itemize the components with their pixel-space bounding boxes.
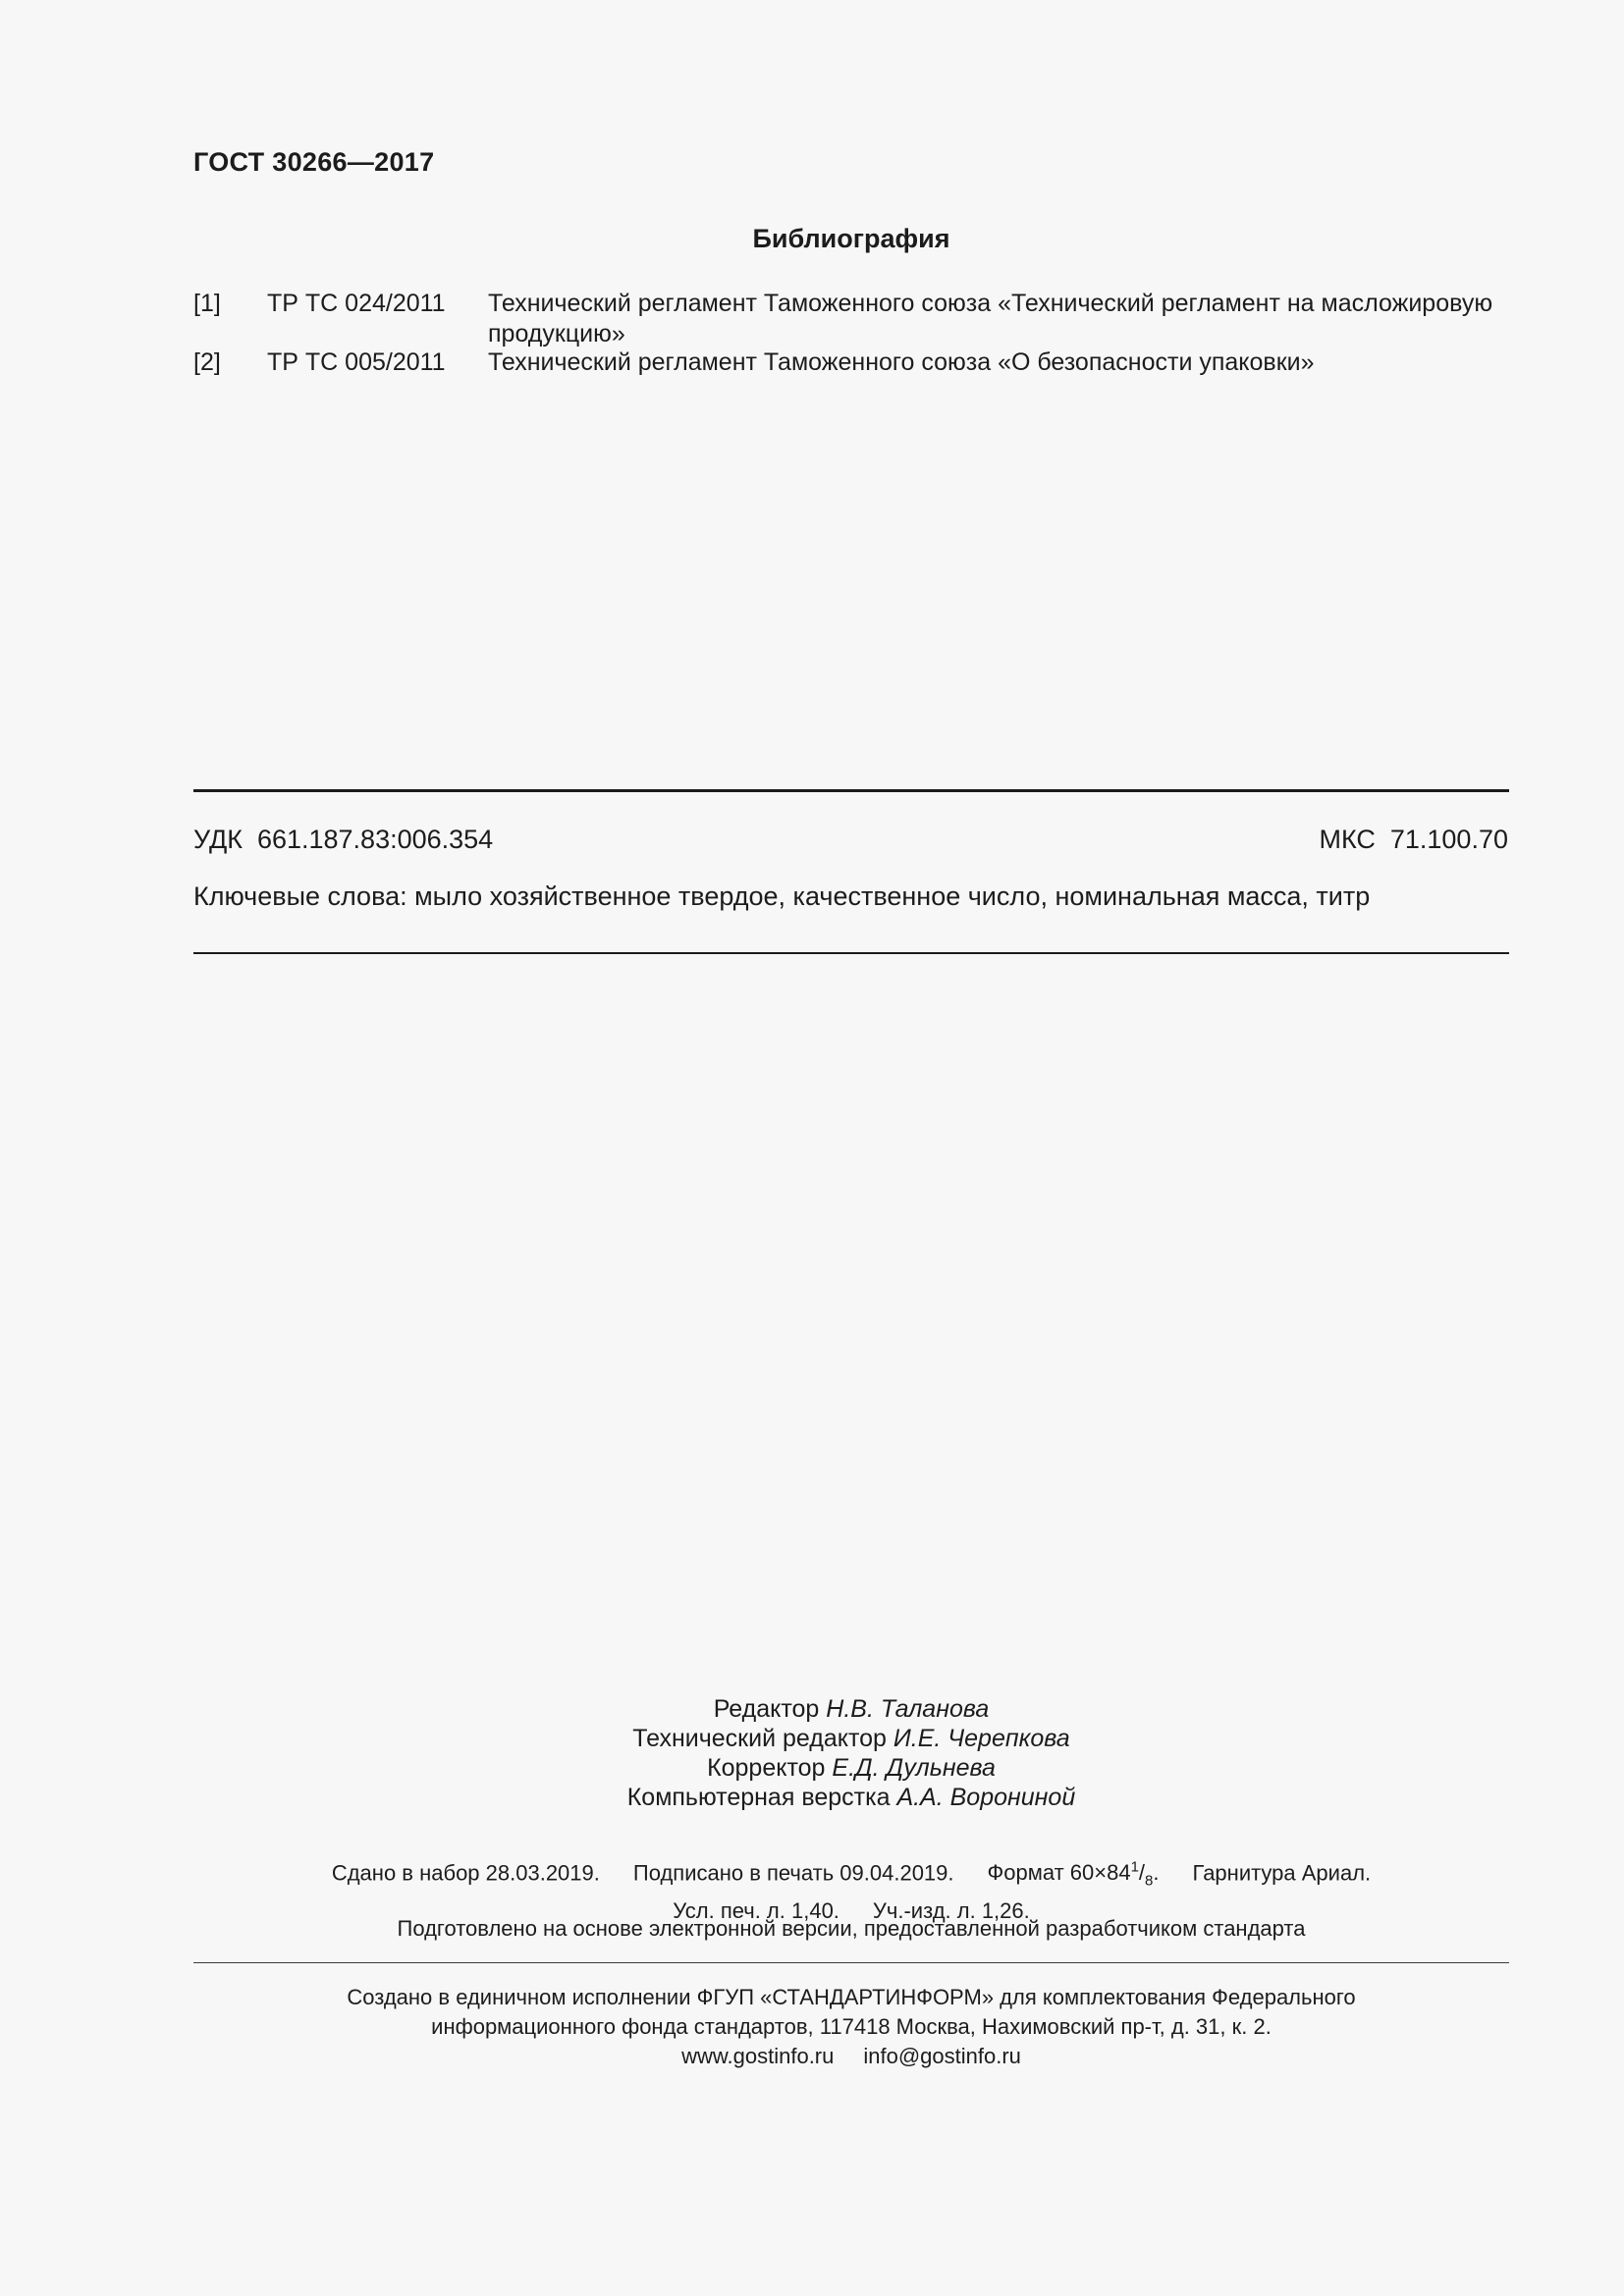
- prepared-note: Подготовлено на основе электронной версии, предоставленной разработчиком стандарта: [397, 1916, 1306, 1941]
- footer-line-2: информационного фонда стандартов, 117418 Москва, Нахимовский пр-т, д. 31, к. 2.: [431, 2014, 1272, 2039]
- email-link[interactable]: info@gostinfo.ru: [863, 2044, 1021, 2068]
- credit-name: И.Е. Черепкова: [893, 1725, 1070, 1752]
- divider-bottom: [193, 952, 1509, 954]
- credit-name: А.А. Ворониной: [896, 1784, 1076, 1811]
- credits-block: [193, 1694, 1509, 1812]
- publisher-sheets: Уч.-изд. л. 1,26.: [872, 1897, 1030, 1923]
- document-code: ГОСТ 30266—2017: [193, 147, 435, 177]
- credit-corrector: [193, 1753, 1509, 1783]
- credit-name: Е.Д. Дульнева: [832, 1754, 996, 1782]
- credit-role: Редактор: [713, 1695, 820, 1723]
- entry-text: Технический регламент Таможенного союза «Технический регламент на масложировую продукцию»: [488, 290, 1493, 347]
- credit-role: Технический редактор: [632, 1725, 887, 1752]
- signed-date: Подписано в печать 09.04.2019.: [632, 1860, 954, 1886]
- mks-code: МКС 71.100.70: [1319, 825, 1508, 854]
- submitted-date: Сдано в набор 28.03.2019.: [331, 1860, 600, 1886]
- footer-line-1: Создано в единичном исполнении ФГУП «СТАНДАРТИНФОРМ» для комплектования Федерального: [347, 1985, 1356, 2009]
- footer-block: [193, 1983, 1509, 2071]
- entry-code: ТР ТС 005/2011: [267, 348, 446, 376]
- divider-footer: [193, 1962, 1509, 1963]
- bibliography-title: Библиография: [752, 224, 950, 253]
- credit-layout: [193, 1783, 1509, 1812]
- format-info: Формат $60\times 84^1/_8$.: [987, 1859, 1160, 1890]
- credit-name: Н.В. Таланова: [826, 1695, 990, 1723]
- entry-text: Технический регламент Таможенного союза «О безопасности упаковки»: [488, 348, 1315, 376]
- credit-tech-editor: [193, 1724, 1509, 1753]
- credit-role: Компьютерная верстка: [626, 1784, 891, 1811]
- divider-top: [193, 789, 1509, 792]
- footer-contacts: [193, 2042, 1509, 2071]
- print-info: [193, 1853, 1509, 1926]
- entry-number: [1]: [193, 290, 221, 317]
- udk-code: УДК 661.187.83:006.354: [193, 825, 494, 854]
- website-link[interactable]: www.gostinfo.ru: [681, 2044, 835, 2068]
- entry-code: ТР ТС 024/2011: [267, 290, 446, 317]
- typeface-info: Гарнитура Ариал.: [1192, 1860, 1372, 1886]
- credit-editor: [193, 1694, 1509, 1724]
- credit-role: Корректор: [707, 1754, 826, 1782]
- keywords: Ключевые слова: мыло хозяйственное твердое, качественное число, номинальная масса, титр: [193, 881, 1371, 911]
- entry-number: [2]: [193, 348, 221, 376]
- print-info-line-1: [193, 1853, 1509, 1896]
- print-sheets: Усл. печ. л. 1,40.: [673, 1897, 839, 1923]
